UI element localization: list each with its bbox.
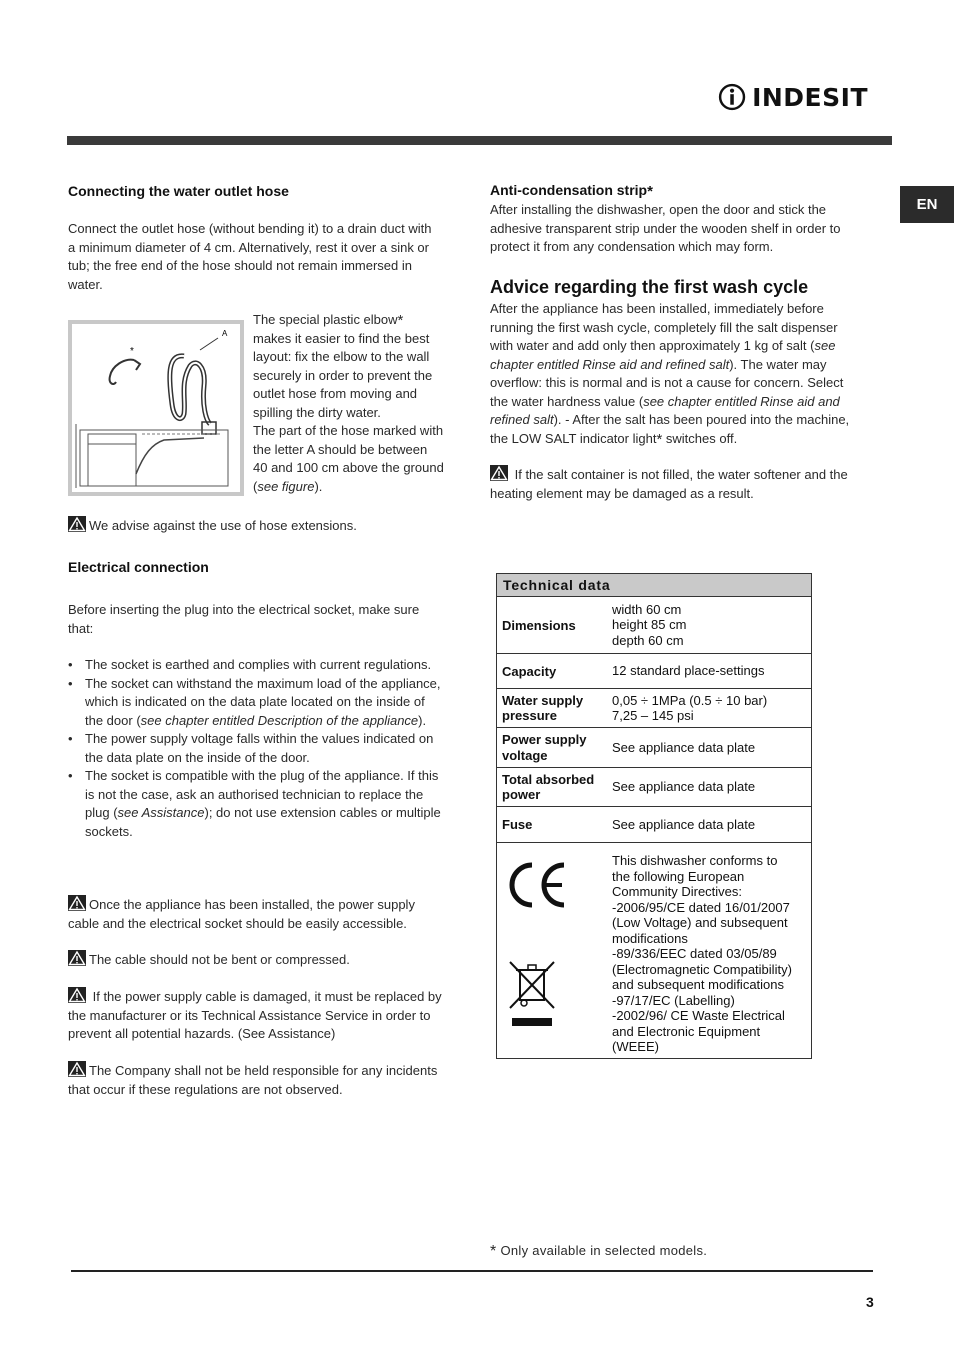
first-wash-heading: Advice regarding the first wash cycle bbox=[490, 277, 809, 297]
fuse-value: See appliance data plate bbox=[607, 807, 812, 843]
salt-warning: If the salt container is not filled, the water softener and the heating element may be damaged as a result. bbox=[490, 467, 848, 501]
table-row bbox=[497, 843, 812, 1059]
figure-label-star: * bbox=[130, 346, 134, 357]
table-row bbox=[497, 689, 812, 728]
power-voltage-value: See appliance data plate bbox=[607, 728, 812, 768]
capacity-label: Capacity bbox=[497, 654, 608, 689]
language-tab: EN bbox=[900, 186, 954, 223]
page-number: 3 bbox=[866, 1294, 874, 1310]
warning-icon bbox=[68, 895, 86, 911]
capacity-value: 12 standard place-settings bbox=[607, 654, 812, 689]
anti-condensation-body: After installing the dishwasher, open the door and stick the adhesive transparent strip under the wooden shelf in order to protect it from any condensation which may form. bbox=[490, 202, 841, 254]
bottom-divider bbox=[71, 1270, 873, 1272]
liability-warning: The Company shall not be held responsible for any incidents that occur if these regulations are not observed. bbox=[68, 1063, 438, 1097]
dimensions-label: Dimensions bbox=[497, 597, 608, 654]
outlet-hose-body: Connect the outlet hose (without bending it) to a drain duct with a minimum diameter of 4 cm. Alternatively, rest it over a sink or tub; the free end of the hose should not remain immersed in water. bbox=[68, 221, 432, 292]
list-item: • The socket is compatible with the plug of the appliance. If this is not the case, ask an authorised technician to replace the plug (see Assistance); do not use extension cables or multiple sockets. bbox=[68, 767, 444, 841]
top-divider bbox=[67, 136, 892, 145]
brand-name: INDESIT bbox=[752, 82, 868, 112]
warning-icon bbox=[68, 516, 86, 532]
dimensions-value: width 60 cm height 85 cm depth 60 cm bbox=[607, 597, 812, 654]
absorbed-power-value: See appliance data plate bbox=[607, 768, 812, 807]
footnote: * Only available in selected models. bbox=[490, 1243, 708, 1260]
technical-data-header: Technical data bbox=[497, 574, 812, 597]
list-item: • The power supply voltage falls within the values indicated on the data plate on the inside of the door. bbox=[68, 730, 444, 767]
table-row bbox=[497, 654, 812, 689]
brand-logo bbox=[718, 76, 868, 118]
brand-i-icon bbox=[718, 77, 746, 117]
elbow-paragraph: The special plastic elbow* makes it easier to find the best layout: fix the elbow to the wall securely in order to prevent the outlet hose from moving and spilling the dirty water. The part of the hose marked with the letter A should be between 40 and 100 cm above the ground (see figure). bbox=[253, 312, 444, 494]
outlet-hose-heading: Connecting the water outlet hose bbox=[68, 183, 289, 199]
warning-icon bbox=[68, 1061, 86, 1077]
water-pressure-value: 0,05 ÷ 1MPa (0.5 ÷ 10 bar) 7,25 – 145 psi bbox=[607, 689, 812, 728]
table-row bbox=[497, 728, 812, 768]
list-item: • The socket can withstand the maximum load of the appliance, which is indicated on the data plate located on the inside of the door (see chapter entitled Description of the appliance). bbox=[68, 675, 444, 731]
absorbed-power-label: Total absorbed power bbox=[497, 768, 608, 807]
directives-text: This dishwasher conforms to the following European Community Directives: -2006/95/CE dated 16/01/2007 (Low Voltage) and subsequent modifications -89/336/EEC dated 03/05/89 (Electromagnetic Compatibility) and subsequent modifications -97/17/EC (Labelling) -2002/96/ CE Waste Electrical and Electronic Equipment (WEEE) bbox=[607, 843, 812, 1059]
warning-icon bbox=[68, 950, 86, 966]
warning-icon bbox=[68, 987, 86, 1003]
damaged-cable-warning: If the power supply cable is damaged, it must be replaced by the manufacturer or its Technical Assistance Service in order to prevent all potential hazards. (See Assistance) bbox=[68, 989, 442, 1041]
table-row bbox=[497, 768, 812, 807]
table-row bbox=[497, 597, 812, 654]
first-wash-body: After the appliance has been installed, immediately before running the first wash cycle, completely fill the salt dispenser with water and add only then approximately 1 kg of salt (see chapter entitled Rinse aid and refined salt). The water may overflow: this is normal and is not a cause for concern. Select the water hardness value (see chapter entitled Rinse aid and refined salt). - After the salt has been poured into the machine, the LOW SALT indicator light* switches off. bbox=[490, 301, 850, 448]
hose-extension-warning: We advise against the use of hose extensions. bbox=[68, 516, 448, 536]
fuse-label: Fuse bbox=[497, 807, 608, 843]
technical-data-table bbox=[496, 573, 812, 1059]
figure-label-a: A bbox=[222, 329, 228, 338]
water-pressure-label: Water supply pressure bbox=[497, 689, 608, 728]
certification-marks bbox=[497, 843, 608, 1059]
hose-illustration bbox=[72, 324, 240, 492]
electrical-intro: Before inserting the plug into the electrical socket, make sure that: bbox=[68, 602, 420, 636]
hose-figure bbox=[68, 320, 244, 496]
electrical-heading: Electrical connection bbox=[68, 559, 209, 575]
cable-bend-warning: The cable should not be bent or compressed. bbox=[68, 950, 446, 970]
table-row bbox=[497, 807, 812, 843]
electrical-checklist bbox=[68, 656, 444, 841]
accessible-socket-warning: Once the appliance has been installed, the power supply cable and the electrical socket should be easily accessible. bbox=[68, 897, 415, 931]
power-voltage-label: Power supply voltage bbox=[497, 728, 608, 768]
warning-icon bbox=[490, 465, 508, 481]
list-item: • The socket is earthed and complies with current regulations. bbox=[68, 656, 444, 675]
weee-bin-icon bbox=[502, 956, 562, 1028]
ce-mark-icon bbox=[502, 857, 572, 913]
anti-condensation-heading: Anti-condensation strip* bbox=[490, 182, 653, 200]
